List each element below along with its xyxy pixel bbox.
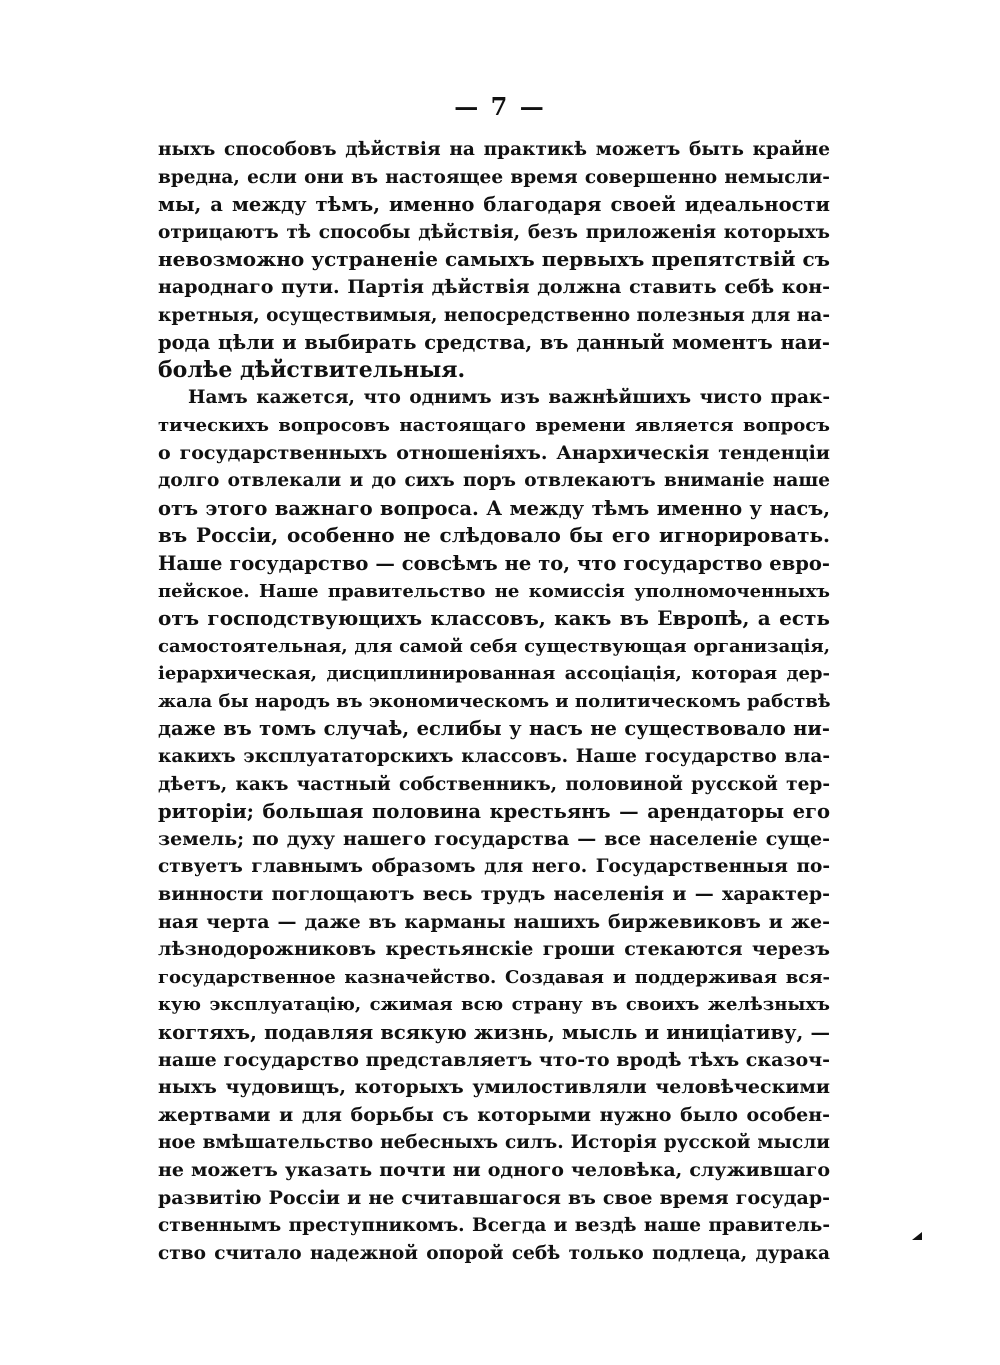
text-line: не можетъ указать почти ни одного человѣка, служившаго <box>158 1158 830 1181</box>
text-line: долго отвлекали и до сихъ поръ отвлекаютъ вниманіе наше <box>158 470 830 492</box>
text-line: жертвами и для борьбы съ которыми нужно было особен- <box>158 1103 830 1126</box>
text-line: какихъ эксплуататорскихъ классовъ. Наше государство вла- <box>158 746 830 768</box>
text-line: кретныя, осуществимыя, непосредственно полезныя для на- <box>158 304 830 326</box>
text-line: отъ господствующихъ классовъ, какъ въ Европѣ, а есть <box>158 606 830 631</box>
text-line: ная черта — даже въ карманы нашихъ биржевиковъ и же- <box>158 910 830 933</box>
text-line: ственнымъ преступникомъ. Всегда и вездѣ наше правитель- <box>158 1215 830 1237</box>
text-line: іерархическая, дисциплинированная ассоціація, которая дер- <box>158 663 830 685</box>
text-line: тическихъ вопросовъ настоящаго времени является вопросъ <box>158 414 830 436</box>
text-line: болѣе дѣйствительныя. <box>158 356 466 383</box>
text-line: государственное казначейство. Создавая и поддерживая вся- <box>158 966 830 988</box>
text-line: земель; по духу нашего государства — все населеніе суще- <box>158 827 830 850</box>
text-line: мы, а между тѣмъ, именно благодаря своей идеальности <box>158 193 830 217</box>
text-line: ныхъ чудовищъ, которыхъ умилостивляли человѣческими <box>158 1076 830 1099</box>
text-line: народнаго пути. Партія дѣйствія должна ставить себѣ кон- <box>158 275 830 298</box>
text-line: отрицаютъ тѣ способы дѣйствія, безъ приложенія которыхъ <box>158 221 830 243</box>
text-line: развитію Россіи и не считавшагося въ свое время государ- <box>158 1186 830 1209</box>
page-number: — 7 — <box>454 92 546 121</box>
text-line: дѣетъ, какъ частный собственникъ, половиной русской тер- <box>158 773 830 795</box>
text-line: невозможно устраненіе самыхъ первыхъ препятствій съ <box>158 247 830 272</box>
text-line: винности поглощаютъ весь трудъ населенія и — характер- <box>158 883 830 906</box>
text-line: ствуетъ главнымъ образомъ для него. Государственныя по- <box>158 856 830 878</box>
text-line: вредна, если они въ настоящее время совершенно немысли- <box>158 166 830 188</box>
text-line: риторіи; большая половина крестьянъ — арендаторы его <box>158 800 830 824</box>
text-line: наше государство представляетъ что-то вродѣ тѣхъ сказоч- <box>158 1048 830 1071</box>
body-text <box>158 136 830 1267</box>
text-line: жала бы народъ въ экономическомъ и политическомъ рабствѣ <box>158 690 830 712</box>
text-line: даже въ томъ случаѣ, еслибы у насъ не существовало ни- <box>158 717 830 741</box>
text-line: Наше государство — совсѣмъ не то, что государство евро- <box>158 551 830 575</box>
paragraph-2 <box>158 384 830 1267</box>
text-line: отъ этого важнаго вопроса. А между тѣмъ именно у насъ, <box>158 496 830 520</box>
text-line: лѣзнодорожниковъ крестьянскіе гроши стекаются черезъ <box>158 938 830 961</box>
text-line: ство считало надежной опорой себѣ только подлеца, дурака <box>158 1242 830 1264</box>
paragraph-1 <box>158 136 830 384</box>
text-line: Намъ кажется, что однимъ изъ важнѣйшихъ чисто прак- <box>188 387 830 409</box>
text-line: ныхъ способовъ дѣйствія на практикѣ можетъ быть крайне <box>158 139 830 160</box>
text-line: въ Россіи, особенно не слѣдовало бы его игнорировать. <box>158 523 830 548</box>
text-line: рода цѣли и выбирать средства, въ данный моментъ наи- <box>158 331 830 355</box>
text-line: о государственныхъ отношеніяхъ. Анархическія тенденціи <box>158 441 830 464</box>
text-line: ное вмѣшательство небесныхъ силъ. Исторія русской мысли <box>158 1132 830 1154</box>
text-line: кую эксплуатацію, сжимая всю страну въ своихъ желѣзныхъ <box>158 994 830 1016</box>
text-line: самостоятельная, для самой себя существующая организація, <box>158 635 830 657</box>
text-line: когтяхъ, подавляя всякую жизнь, мысль и иниціативу, — <box>158 1021 830 1044</box>
text-line: пейское. Наше правительство не комиссія уполномоченныхъ <box>158 580 830 602</box>
print-mark <box>912 1232 922 1240</box>
